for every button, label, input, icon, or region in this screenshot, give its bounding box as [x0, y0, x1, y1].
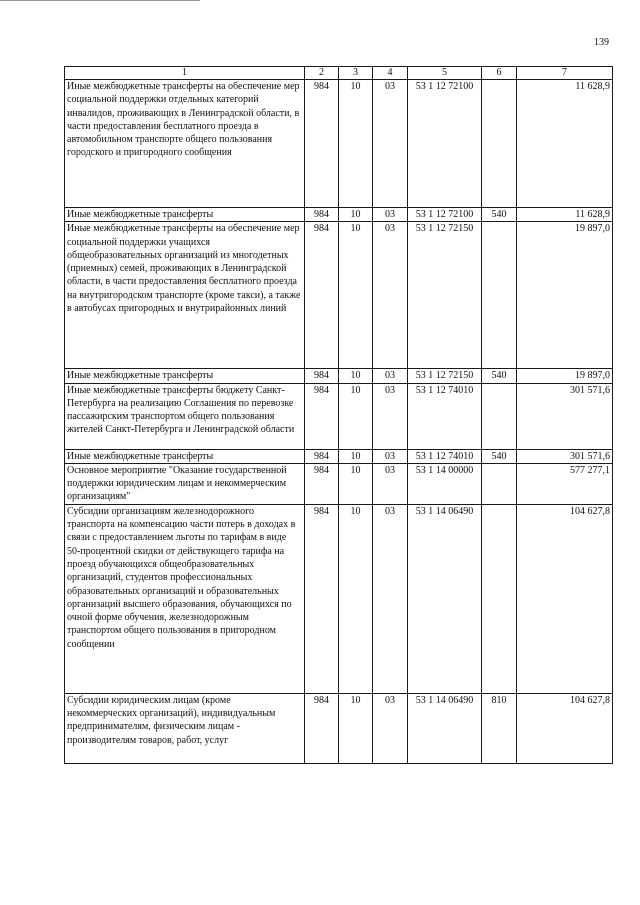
row-vr-cell	[482, 222, 517, 369]
row-sum-cell: 19 897,0	[517, 222, 613, 369]
row-csr-cell: 53 1 12 72100	[408, 80, 482, 208]
table-row	[65, 383, 613, 449]
row-subsection-cell: 03	[373, 449, 408, 463]
row-code-cell: 984	[305, 693, 339, 763]
row-code-cell: 984	[305, 208, 339, 222]
header-cell: 4	[373, 67, 408, 80]
row-code-cell: 984	[305, 449, 339, 463]
row-name-cell: Субсидии организациям железнодорожного транспорта на компенсацию части потерь в доходах в связи с предоставлением льготы по тарифам в виде 50-процентной скидки от действующего тарифа на проезд обучающихся общеобразовательных организаций, студентов профессиональных образовательных организаций и образовательных организаций высшего образования, обучающихся по очной форме обучения, железнодорожным транспортом общего пользования в пригородном сообщении	[65, 504, 305, 693]
table-header-row	[65, 67, 613, 80]
row-vr-cell	[482, 504, 517, 693]
row-csr-cell: 53 1 12 72150	[408, 369, 482, 383]
header-cell: 2	[305, 67, 339, 80]
row-code-cell: 984	[305, 383, 339, 449]
row-section-cell: 10	[339, 693, 373, 763]
row-name-cell: Основное мероприятие "Оказание государственной поддержки юридическим лицам и некоммерческим организациям"	[65, 463, 305, 504]
table-row	[65, 80, 613, 208]
row-csr-cell: 53 1 14 06490	[408, 504, 482, 693]
header-cell: 1	[65, 67, 305, 80]
row-vr-cell: 540	[482, 208, 517, 222]
row-name-cell: Иные межбюджетные трансферты на обеспечение мер социальной поддержки отдельных категорий инвалидов, проживающих в Ленинградской области, в части предоставления бесплатного проезда в автомобильном транспорте общего пользования городского и пригородного сообщения	[65, 80, 305, 208]
row-vr-cell: 540	[482, 369, 517, 383]
row-code-cell: 984	[305, 504, 339, 693]
table-row	[65, 449, 613, 463]
row-subsection-cell: 03	[373, 369, 408, 383]
row-sum-cell: 11 628,9	[517, 208, 613, 222]
row-section-cell: 10	[339, 369, 373, 383]
table-row	[65, 369, 613, 383]
row-vr-cell	[482, 383, 517, 449]
row-sum-cell: 301 571,6	[517, 383, 613, 449]
row-code-cell: 984	[305, 369, 339, 383]
header-cell: 3	[339, 67, 373, 80]
row-name-cell: Иные межбюджетные трансферты бюджету Санкт-Петербурга на реализацию Соглашения по перевозке пассажирским транспортом общего пользования жителей Санкт-Петербурга и Ленинградской области	[65, 383, 305, 449]
row-code-cell: 984	[305, 222, 339, 369]
row-section-cell: 10	[339, 208, 373, 222]
row-vr-cell: 810	[482, 693, 517, 763]
row-subsection-cell: 03	[373, 80, 408, 208]
table-row	[65, 222, 613, 369]
row-vr-cell	[482, 80, 517, 208]
row-csr-cell: 53 1 12 74010	[408, 449, 482, 463]
row-csr-cell: 53 1 14 00000	[408, 463, 482, 504]
row-subsection-cell: 03	[373, 693, 408, 763]
row-subsection-cell: 03	[373, 463, 408, 504]
header-cell: 6	[482, 67, 517, 80]
row-section-cell: 10	[339, 463, 373, 504]
budget-table	[64, 66, 613, 764]
row-csr-cell: 53 1 12 74010	[408, 383, 482, 449]
row-code-cell: 984	[305, 463, 339, 504]
row-sum-cell: 104 627,8	[517, 693, 613, 763]
table-row	[65, 504, 613, 693]
row-section-cell: 10	[339, 80, 373, 208]
row-sum-cell: 577 277,1	[517, 463, 613, 504]
row-section-cell: 10	[339, 222, 373, 369]
row-name-cell: Иные межбюджетные трансферты	[65, 449, 305, 463]
row-name-cell: Иные межбюджетные трансферты	[65, 369, 305, 383]
row-sum-cell: 19 897,0	[517, 369, 613, 383]
row-section-cell: 10	[339, 383, 373, 449]
table-row	[65, 208, 613, 222]
row-name-cell: Субсидии юридическим лицам (кроме некоммерческих организаций), индивидуальным предпринимателям, физическим лицам - производителям товаров, работ, услуг	[65, 693, 305, 763]
row-section-cell: 10	[339, 449, 373, 463]
row-csr-cell: 53 1 12 72150	[408, 222, 482, 369]
row-subsection-cell: 03	[373, 504, 408, 693]
row-name-cell: Иные межбюджетные трансферты на обеспечение мер социальной поддержки учащихся общеобразовательных организаций из многодетных (приемных) семей, проживающих в Ленинградской области, в части предоставления бесплатного проезда на внутригородском транспорте (кроме такси), а также в автобусах пригородных и внутрирайонных линий	[65, 222, 305, 369]
row-name-cell: Иные межбюджетные трансферты	[65, 208, 305, 222]
page-number: 139	[594, 37, 609, 48]
row-vr-cell	[482, 463, 517, 504]
row-csr-cell: 53 1 14 06490	[408, 693, 482, 763]
row-csr-cell: 53 1 12 72100	[408, 208, 482, 222]
row-sum-cell: 104 627,8	[517, 504, 613, 693]
row-subsection-cell: 03	[373, 383, 408, 449]
header-cell: 7	[517, 67, 613, 80]
row-vr-cell: 540	[482, 449, 517, 463]
row-subsection-cell: 03	[373, 208, 408, 222]
header-cell: 5	[408, 67, 482, 80]
table-row	[65, 463, 613, 504]
row-subsection-cell: 03	[373, 222, 408, 369]
scan-edge-line	[0, 0, 200, 1]
row-sum-cell: 301 571,6	[517, 449, 613, 463]
row-sum-cell: 11 628,9	[517, 80, 613, 208]
row-code-cell: 984	[305, 80, 339, 208]
row-section-cell: 10	[339, 504, 373, 693]
table-row	[65, 693, 613, 763]
